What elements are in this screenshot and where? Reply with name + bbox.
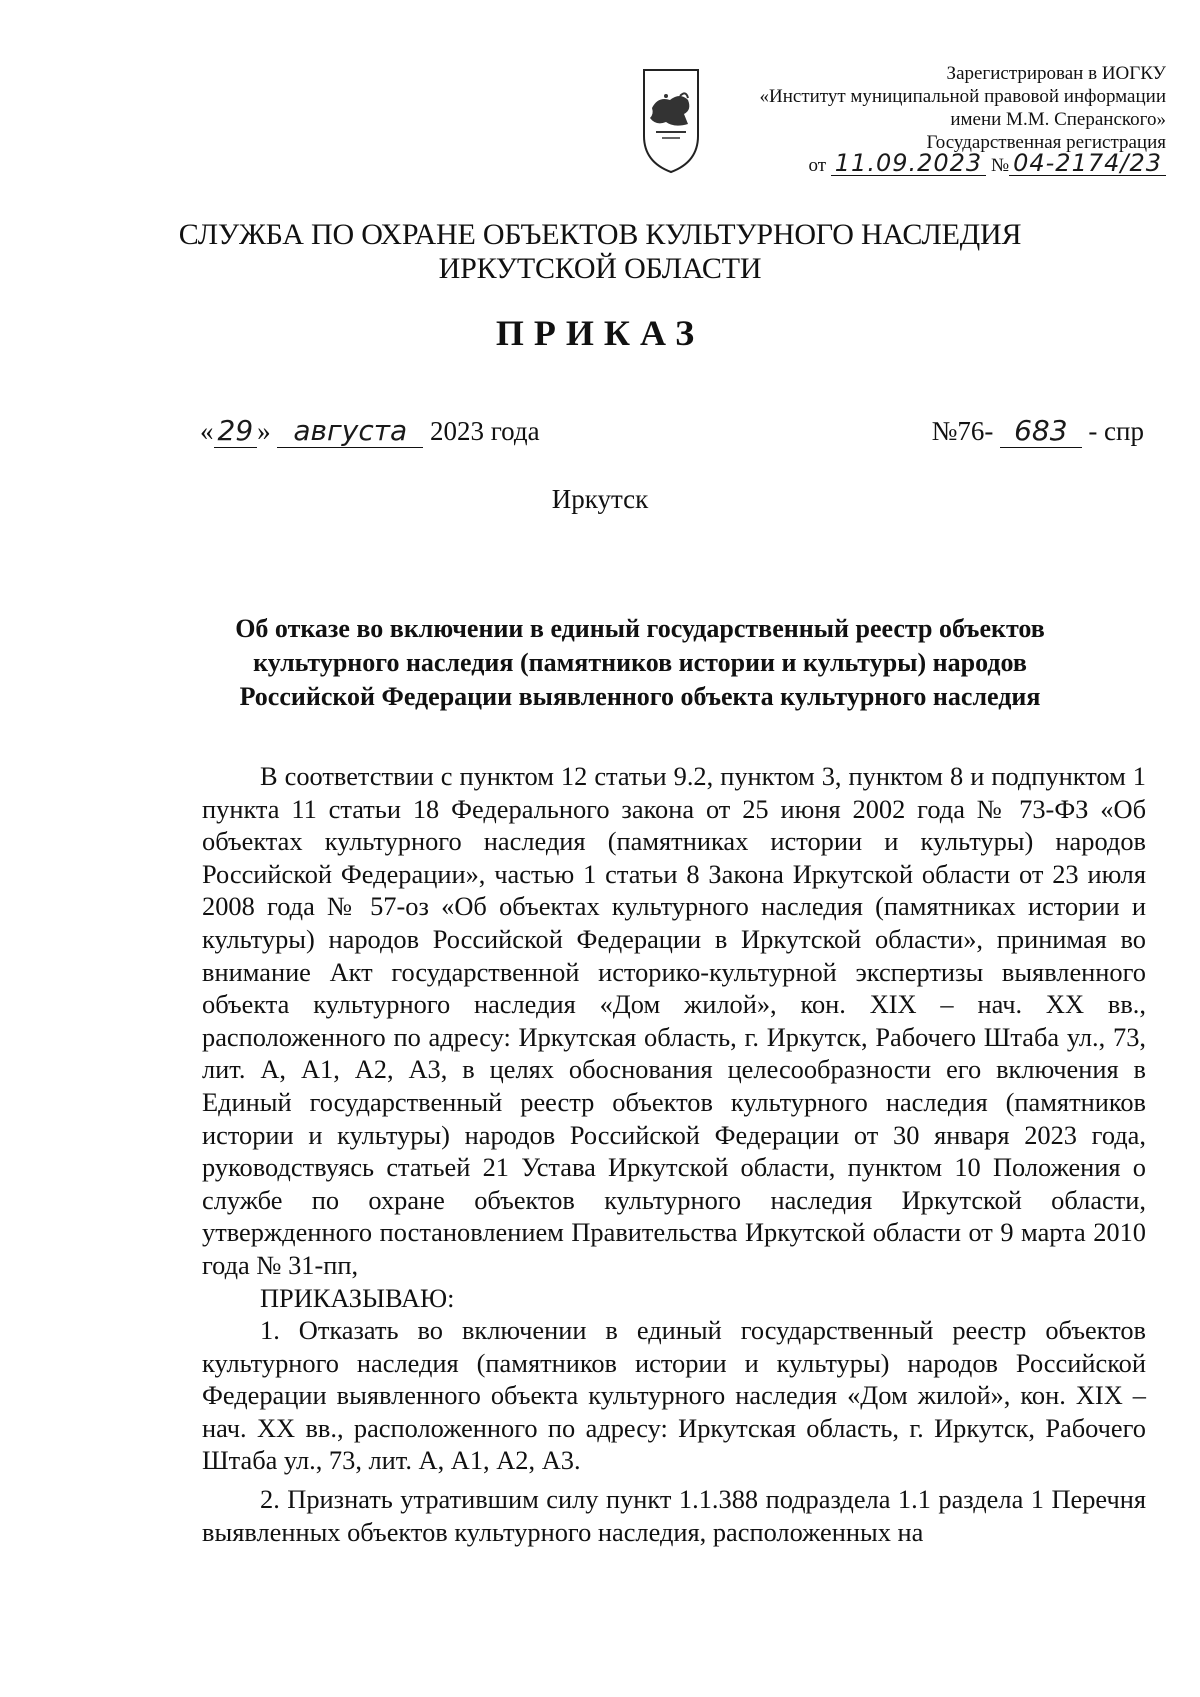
registration-stamp bbox=[696, 62, 1166, 177]
order-month: августа bbox=[277, 414, 423, 448]
registration-number: 04-2174/23 bbox=[1009, 152, 1166, 176]
order-item: 2. Признать утратившим силу пункт 1.1.388 подраздела 1.1 раздела 1 Перечня выявленных объектов культурного наследия, расположенных на bbox=[202, 1484, 1146, 1547]
order-number-suffix: - спр bbox=[1088, 416, 1144, 446]
document-title: ПРИКАЗ bbox=[495, 313, 705, 353]
registration-line: «Институт муниципальной правовой информации bbox=[759, 86, 1166, 107]
order-word: ПРИКАЗЫВАЮ: bbox=[260, 1282, 455, 1313]
subject-line: Об отказе во включении в единый государственный реестр объектов bbox=[235, 614, 1045, 643]
registration-line: имени М.М. Сперанского» bbox=[950, 109, 1166, 130]
date-close-quote: » bbox=[257, 416, 271, 446]
order-number-prefix: №76- bbox=[931, 416, 994, 446]
registration-line: Зарегистрирован в ИОГКУ bbox=[946, 63, 1166, 84]
order-subject bbox=[200, 612, 1080, 714]
registration-date-prefix: от bbox=[808, 155, 827, 176]
agency-name bbox=[100, 218, 1100, 286]
preamble-paragraph: В соответствии с пунктом 12 статьи 9.2, пунктом 3, пунктом 8 и подпунктом 1 пункта 11 статьи 18 Федерального закона от 25 июня 2002 года № 73-ФЗ «Об объектах культурного наследия (памятниках истории и культуры) народов Российской Федерации», частью 1 статьи 8 Закона Иркутской области от 23 июля 2008 года № 57-оз «Об объектах культурного наследия (памятниках истории и культуры) народов Российской Федерации в Иркутской области», принимая во внимание Акт государственной историко-культурной экспертизы выявленного объекта культурного наследия «Дом жилой», кон. XIX – нач. XX вв., расположенного по адресу: Иркутская область, г. Иркутск, Рабочего Штаба ул., 73, лит. А, А1, А2, А3, в целях обоснования целесообразности его включения в Единый государственный реестр объектов культурного наследия (памятников истории и культуры) народов Российской Федерации от 30 января 2023 года, руководствуясь статьей 21 Устава Иркутской области, пунктом 10 Положения о службе по охране объектов культурного наследия Иркутской области, утвержденного постановлением Правительства Иркутской области от 9 марта 2010 года № 31-пп, bbox=[202, 761, 1146, 1280]
city: Иркутск bbox=[551, 484, 649, 514]
order-number bbox=[932, 414, 1144, 448]
date-open-quote: « bbox=[200, 416, 214, 446]
registration-line: Государственная регистрация bbox=[926, 132, 1166, 153]
order-year: 2023 года bbox=[429, 416, 540, 446]
agency-name-line: СЛУЖБА ПО ОХРАНЕ ОБЪЕКТОВ КУЛЬТУРНОГО НАСЛЕДИЯ bbox=[178, 218, 1022, 251]
registration-date: 11.09.2023 bbox=[831, 152, 986, 176]
order-number-value: 683 bbox=[1000, 414, 1081, 448]
order-body bbox=[202, 760, 1146, 1548]
registration-date-row bbox=[696, 149, 1166, 177]
coat-of-arms-icon bbox=[640, 66, 702, 176]
order-item: 1. Отказать во включении в единый государственный реестр объектов культурного наследия (памятников истории и культуры) народов Российской Федерации выявленного объекта культурного наследия «Дом жилой», кон. XIX – нач. XX вв., расположенного по адресу: Иркутская область, г. Иркутск, Рабочего Штаба ул., 73, лит. А, А1, А2, А3. bbox=[202, 1315, 1146, 1476]
order-day: 29 bbox=[214, 414, 258, 448]
agency-name-line: ИРКУТСКОЙ ОБЛАСТИ bbox=[438, 252, 762, 285]
registration-number-prefix: № bbox=[990, 155, 1010, 176]
order-date bbox=[200, 414, 540, 448]
subject-line: культурного наследия (памятников истории и культуры) народов bbox=[253, 648, 1027, 677]
subject-line: Российской Федерации выявленного объекта культурного наследия bbox=[239, 682, 1041, 711]
